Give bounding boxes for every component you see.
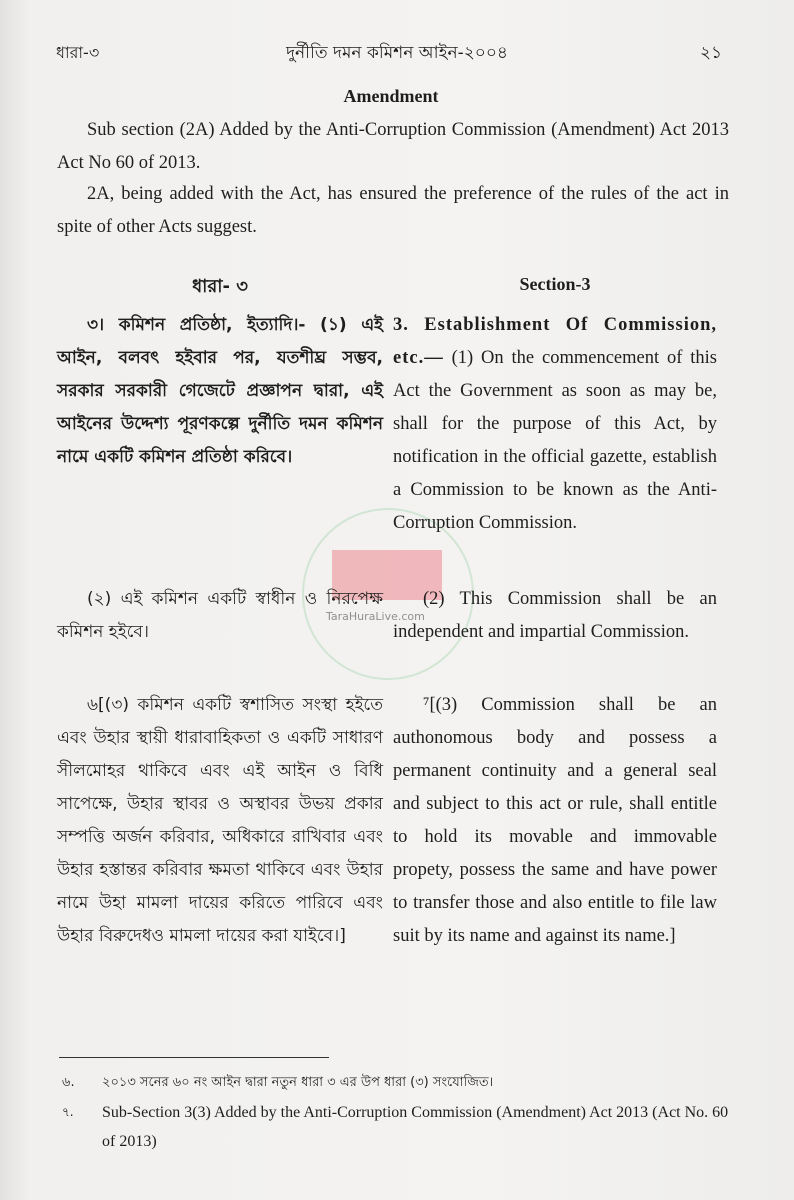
footnote-number: ৬. bbox=[62, 1075, 75, 1090]
amendment-para-1: Sub section (2A) Added by the Anti-Corruption Commission (Amendment) Act 2013 Act No 60 of 2013. bbox=[57, 120, 729, 173]
footnote-number: ৭. bbox=[62, 1105, 74, 1119]
watermark-text: TaraHuraLive.com bbox=[326, 610, 425, 623]
footnote-7 bbox=[62, 1098, 742, 1156]
header-title: দুর্নীতি দমন কমিশন আইন-২০০৪ bbox=[286, 43, 508, 63]
section-text: (1) On the commencement of this Act the Government as soon as may be, shall for the purpose of this Act, by notification in the official gazette, establish a Commission to be known as the Anti-Corruption Commission. bbox=[393, 348, 717, 533]
left-section-3-3: ৬[(৩) কমিশন একটি স্বশাসিত সংস্থা হইতে এবং উহার স্থায়ী ধারাবাহিকতা ও একটি সাধারণ সীলমোহর থাকিবে এবং এই আইন ও বিধি সাপেক্ষে, উহার স্থাবর ও অস্থাবর উভয় প্রকার সম্পত্তি অর্জন করিবার, অধিকারে রাখিবার এবং উহার হস্তান্তর করিবার ক্ষমতা থাকিবে এবং উহার নামে উহা মামলা দায়ের করিতে পারিবে এবং উহার বিরুদেধও মামলা দায়ের করা যাইবে।] bbox=[57, 695, 383, 946]
page-number: ২১ bbox=[700, 43, 723, 63]
left-section-3-1: ৩। কমিশন প্রতিষ্ঠা, ইত্যাদি।- (১) এই আইন, বলবৎ হইবার পর, যতশীঘ্র সম্ভব, সরকার সরকারী গেজেটে প্রজ্ঞাপন দ্বারা, এই আইনের উদ্দেশ্য পূরণকল্পে দুর্নীতি দমন কমিশন নামে একটি কমিশন প্রতিষ্ঠা করিবে। bbox=[57, 315, 383, 467]
right-section-3-1 bbox=[393, 309, 717, 540]
section-title: 3. Establishment Of Commission, etc.— bbox=[393, 315, 717, 368]
header-section-label: ধারা-৩ bbox=[56, 43, 100, 62]
right-heading: Section-3 bbox=[519, 274, 591, 294]
right-section-3-2: (2) This Commission shall be an independent and impartial Commission. bbox=[393, 589, 717, 642]
amendment-para-2: 2A, being added with the Act, has ensured the preference of the rules of the act in spite of other Acts suggest. bbox=[57, 184, 729, 237]
footnote-text: Sub-Section 3(3) Added by the Anti-Corruption Commission (Amendment) Act 2013 (Act No. 60 of 2013) bbox=[102, 1104, 729, 1150]
amendment-title: Amendment bbox=[343, 86, 439, 106]
footnote-text: ২০১৩ সনের ৬০ নং আইন দ্বারা নতুন ধারা ৩ এর উপ ধারা (৩) সংযোজিত। bbox=[102, 1075, 494, 1090]
left-heading: ধারা- ৩ bbox=[192, 276, 248, 297]
right-section-3-3: ⁷[(3) Commission shall be an authonomous body and possess a permanent continuity and a general seal and subject to this act or rule, shall entitle to hold its movable and immovable propety, possess the same and have power to transfer those and also entitle to file law suit by its name and against its name.] bbox=[393, 695, 717, 946]
footnote-divider bbox=[59, 1057, 329, 1058]
footnote-6 bbox=[62, 1068, 742, 1097]
left-section-3-2: (২) এই কমিশন একটি স্বাধীন ও নিরপেক্ষ কমিশন হইবে। bbox=[57, 589, 383, 642]
